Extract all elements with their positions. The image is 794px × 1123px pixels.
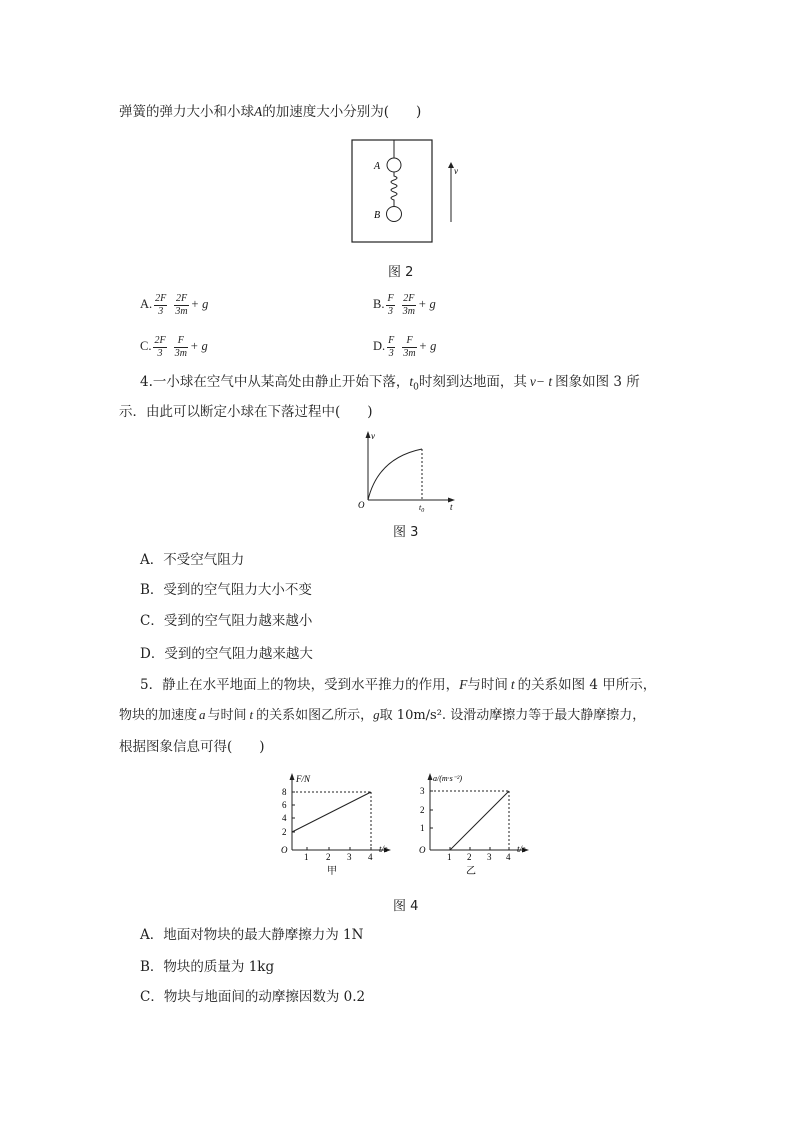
q4-option-a[interactable]: A．不受空气阻力 bbox=[140, 552, 245, 568]
fig2-caption: 图 2 bbox=[388, 265, 414, 280]
fig4r-line bbox=[450, 791, 509, 850]
fig4l-sub-label: 甲 bbox=[327, 866, 337, 876]
fig4r-xlabel: t/s bbox=[517, 844, 526, 854]
fig4l-ylabel: F/N bbox=[296, 774, 311, 784]
q3-option-a[interactable]: A. $\frac{2F}{3}$ $\frac{2F}{3m}$ + g bbox=[140, 292, 209, 317]
q5-option-b[interactable]: B．物块的质量为 1kg bbox=[140, 959, 275, 975]
fig4r-y-arrow bbox=[428, 773, 433, 780]
fig4-caption: 图 4 bbox=[393, 899, 419, 914]
fig4l-yt-4: 4 bbox=[282, 813, 287, 823]
q5-line-1: 5．静止在水平地面上的物块，受到水平推力的作用，F与时间 t 的关系如图 4 甲所示， bbox=[140, 677, 657, 693]
fig3-origin: O bbox=[358, 500, 365, 510]
q5-option-a[interactable]: A．地面对物块的最大静摩擦力为 1N bbox=[140, 927, 364, 943]
fig4r-xt-1: 1 bbox=[447, 852, 452, 862]
fig3-label-v: v bbox=[371, 431, 375, 441]
q3-option-b[interactable]: B. $\frac{F}{3}$ $\frac{2F}{3m}$ + g bbox=[373, 292, 436, 317]
fig4r-ylabel: a/(m·s⁻²) bbox=[433, 774, 463, 783]
fig4l-xt-2: 2 bbox=[326, 852, 331, 862]
q4-option-d[interactable]: D．受到的空气阻力越来越大 bbox=[140, 646, 313, 662]
figure-2 bbox=[350, 138, 470, 246]
q5-line-3: 根据图象信息可得( ) bbox=[119, 739, 265, 755]
fig2-label-a: A bbox=[374, 161, 381, 172]
q5-line-2: 物块的加速度 a 与时间 t 的关系如图乙所示，g取 10m/s². 设滑动摩擦力等于最大静摩擦力， bbox=[119, 707, 646, 723]
fig4l-yt-2: 2 bbox=[282, 827, 287, 837]
fig4l-origin: O bbox=[281, 845, 288, 855]
fig2-spring bbox=[391, 172, 397, 206]
q4-line-2: 示．由此可以断定小球在下落过程中( ) bbox=[119, 404, 373, 420]
intro-var: A bbox=[254, 104, 263, 119]
intro-text: 弹簧的弹力大小和小球 bbox=[119, 104, 254, 120]
q4-option-c[interactable]: C．受到的空气阻力越来越小 bbox=[140, 613, 313, 629]
fig4r-origin: O bbox=[419, 845, 426, 855]
fig4l-yt-6: 6 bbox=[282, 800, 287, 810]
fig3-y-arrow bbox=[366, 431, 371, 438]
fig2-ball-a bbox=[387, 158, 401, 172]
intro-tail: 的加速度大小分别为( ) bbox=[262, 104, 422, 120]
fig4l-yt-8: 8 bbox=[282, 787, 287, 797]
fig3-tick-t0: $t_0$ bbox=[419, 503, 425, 514]
q4-option-b[interactable]: B．受到的空气阻力大小不变 bbox=[140, 582, 312, 598]
fig4r-yt-3: 3 bbox=[420, 786, 425, 796]
figure-4-left bbox=[276, 770, 396, 876]
fig4r-yt-2: 2 bbox=[420, 805, 425, 815]
fig4r-xt-2: 2 bbox=[467, 852, 472, 862]
fig4l-xlabel: t/s bbox=[379, 844, 388, 854]
figure-3 bbox=[356, 428, 460, 514]
figure-4-right bbox=[414, 770, 538, 876]
fig2-label-b: B bbox=[374, 210, 381, 221]
fig4r-yt-1: 1 bbox=[420, 823, 425, 833]
fig4l-xt-3: 3 bbox=[347, 852, 352, 862]
fig2-label-v: v bbox=[454, 166, 458, 176]
fig4r-sub-label: 乙 bbox=[466, 866, 476, 876]
q5-option-c[interactable]: C．物块与地面间的动摩擦因数为 0.2 bbox=[140, 989, 366, 1005]
intro-line bbox=[119, 103, 421, 121]
q3-option-d[interactable]: D. $\frac{F}{3}$ $\frac{F}{3m}$ + g bbox=[373, 334, 437, 359]
fig2-ball-b bbox=[387, 207, 402, 222]
fig4r-xt-4: 4 bbox=[506, 852, 511, 862]
q3-option-c[interactable]: C. $\frac{2F}{3}$ $\frac{F}{3m}$ + g bbox=[140, 334, 208, 359]
q4-line-1: 4.一小球在空气中从某高处由静止开始下落，$t_0$时刻到达地面，其 v− t 图象如图 3 所 bbox=[140, 374, 640, 393]
fig3-caption: 图 3 bbox=[393, 525, 419, 540]
fig4l-line bbox=[292, 792, 371, 832]
fig4l-xt-4: 4 bbox=[368, 852, 373, 862]
fig4l-xt-1: 1 bbox=[304, 852, 309, 862]
fig3-curve bbox=[368, 449, 422, 500]
fig4r-xt-3: 3 bbox=[487, 852, 492, 862]
fig4l-y-arrow bbox=[290, 773, 295, 780]
fig3-label-t: t bbox=[450, 502, 453, 512]
